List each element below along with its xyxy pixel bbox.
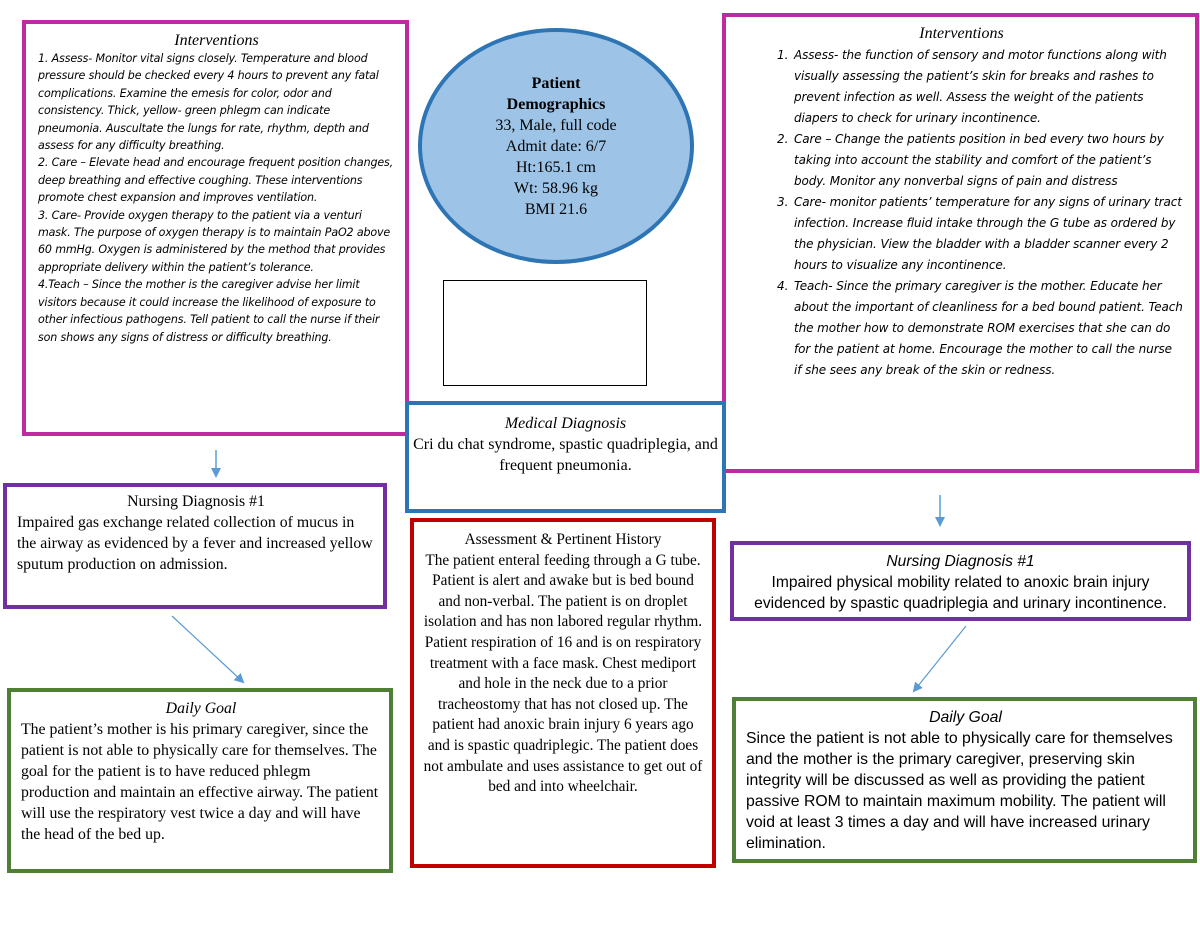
demographics-age-sex-code: 33, Male, full code: [495, 116, 617, 134]
nursing-diagnosis-title-right: Nursing Diagnosis #1: [886, 553, 1035, 570]
nursing-diagnosis-box-right: [730, 541, 1191, 621]
nursing-diagnosis-text-left: Impaired gas exchange related collection of mucus in the airway as evidenced by a fever and increased yellow sputum production on admission.: [17, 514, 373, 573]
interventions-list-right: [740, 45, 1183, 381]
demographics-title-line1: Patient: [531, 74, 581, 92]
nursing-diagnosis-box-left: [3, 483, 387, 609]
medical-diagnosis-title: Medical Diagnosis: [504, 415, 627, 432]
intervention-item: 3. Care- monitor patients’ temperature for any signs of urinary tract infection. Increase fluid intake through the G tube as ordered by the physician. View the bladder with a bladder scanner every 2 hours to visualize any incontinence.: [792, 192, 1183, 276]
daily-goal-text-right: Since the patient is not able to physically care for themselves and the mother is the primary caregiver, preserving skin integrity will be discussed as well as providing the patient passive ROM to maintain maximum mobility. The patient will void at least 3 times a day and will have increased urinary elimination.: [746, 730, 1173, 852]
assessment-title: Assessment & Pertinent History: [464, 531, 662, 548]
intervention-item: 4.Teach – Since the mother is the caregiver advise her limit visitors because it could increase the likelihood of exposure to other infectious pathogens. Tell patient to call the nurse if their son shows any signs of distress or difficulty breathing.: [38, 278, 380, 344]
demographics-weight: Wt: 58.96 kg: [514, 179, 598, 197]
intervention-item: 1. Assess- Monitor vital signs closely. Temperature and blood pressure should be checked every 4 hours to prevent any fatal complications. Examine the emesis for color, odor and consistency. Thick, yellow- green phlegm can indicate pneumonia. Auscultate the lungs for rate, rhythm, depth and assess for any difficulty breathing.: [38, 52, 379, 153]
nursing-diagnosis-text-right: Impaired physical mobility related to anoxic brain injury evidenced by spastic quadriplegia and urinary incontinence.: [754, 574, 1167, 612]
medical-diagnosis-box: [405, 401, 726, 513]
medical-diagnosis-text: Cri du chat syndrome, spastic quadriplegia, and frequent pneumonia.: [413, 436, 718, 474]
demographics-height: Ht:165.1 cm: [516, 158, 596, 176]
interventions-box-left: [22, 20, 409, 436]
intervention-item: 3. Care- Provide oxygen therapy to the patient via a venturi mask. The purpose of oxygen therapy is to maintain PaO2 above 60 mmHg. Oxygen is administered by the method that provides appropriate delivery within the patient’s tolerance.: [38, 208, 391, 274]
intervention-item: 2. Care – Change the patients position in bed every two hours by taking into account the stability and comfort of the patient’s body. Monitor any nonverbal signs of pain and distress: [792, 129, 1183, 192]
nursing-diagnosis-title-left: Nursing Diagnosis #1: [127, 493, 265, 510]
arrow-nursing-dx-to-goal-left: [172, 616, 243, 682]
intervention-item: 1. Assess- the function of sensory and motor functions along with visually assessing the patient’s skin for breaks and rashes to prevent infection as well. Assess the weight of the patients diapers to check for urinary incontinence.: [792, 45, 1183, 129]
image-placeholder-box: [443, 280, 647, 386]
assessment-text: The patient enteral feeding through a G tube. Patient is alert and awake but is bed bound and non-verbal. The patient is on droplet isolation and has non labored regular rhythm. Patient respiration of 16 and is on respiratory treatment with a face mask. Chest mediport and hole in the neck due to a prior tracheostomy that has not closed up. The patient had anoxic brain injury 6 years ago and is spastic quadriplegic. The patient does not ambulate and uses assistance to get out of bed and into wheelchair.: [423, 551, 703, 796]
interventions-list-left: [38, 50, 395, 346]
daily-goal-box-left: [7, 688, 393, 873]
demographics-bmi: BMI 21.6: [524, 200, 588, 218]
daily-goal-text-left: The patient’s mother is his primary caregiver, since the patient is not able to physically care for themselves. The goal for the patient is to have reduced phlegm production and maintain an effective airway. The patient will use the respiratory vest twice a day and will have the head of the bed up.: [21, 721, 379, 843]
demographics-admit-date: Admit date: 6/7: [505, 137, 607, 155]
interventions-title-right: Interventions: [919, 25, 1004, 42]
patient-demographics-ellipse: [418, 28, 694, 264]
interventions-title-left: Interventions: [174, 32, 259, 49]
intervention-item: 2. Care – Elevate head and encourage frequent position changes, deep breathing and effective coughing. These interventions promote chest expansion and improves ventilation.: [38, 156, 394, 205]
assessment-history-box: [410, 518, 716, 868]
daily-goal-title-left: Daily Goal: [165, 700, 237, 717]
demographics-title-line2: Demographics: [506, 95, 606, 113]
interventions-box-right: [722, 13, 1199, 473]
intervention-item: 4. Teach- Since the primary caregiver is the mother. Educate her about the important of cleanliness for a bed bound patient. Teach the mother how to demonstrate ROM exercises that she can do for the patient at home. Encourage the mother to call the nurse if she sees any break of the skin or redness.: [792, 276, 1183, 381]
arrow-nursing-dx-to-goal-right: [914, 626, 966, 691]
daily-goal-title-right: Daily Goal: [929, 709, 1002, 726]
daily-goal-box-right: [732, 697, 1197, 863]
